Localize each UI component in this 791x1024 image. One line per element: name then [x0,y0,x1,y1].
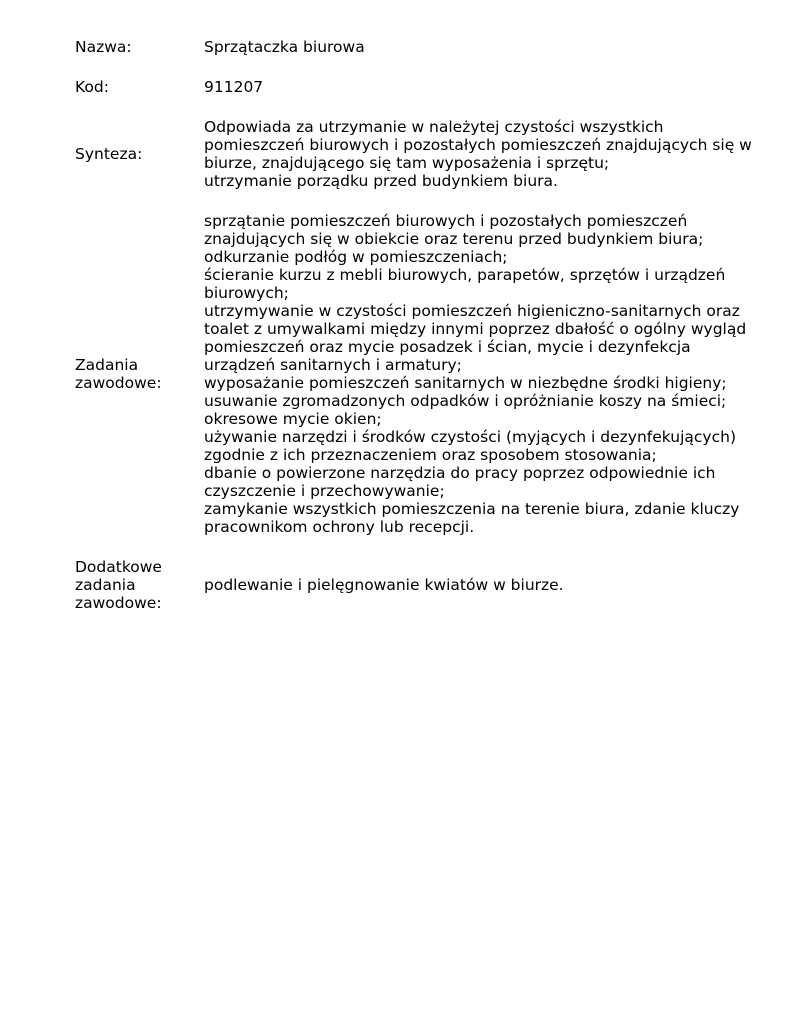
zadania-row [75,212,765,536]
zadania-line: biurowych; [204,284,289,302]
dodatkowe-value: podlewanie i pielęgnowanie kwiatów w biurze. [204,576,564,594]
zadania-line: wyposażanie pomieszczeń sanitarnych w niezbędne środki higieny; [204,374,727,392]
zadania-label-line: Zadania [75,356,139,374]
nazwa-row [75,38,765,56]
synteza-text [204,118,765,190]
zadania-line: urządzeń sanitarnych i armatury; [204,356,462,374]
dodatkowe-label-line: Dodatkowe [75,558,162,576]
zadania-line: sprzątanie pomieszczeń biurowych i pozostałych pomieszczeń [204,212,688,230]
zadania-line: czyszczenie i przechowywanie; [204,482,445,500]
dodatkowe-label [75,558,204,612]
synteza-line: utrzymanie porządku przed budynkiem biura. [204,172,558,190]
zadania-line: toalet z umywalkami między innymi poprzez dbałość o ogólny wygląd [204,320,747,338]
zadania-line: pracownikom ochrony lub recepcji. [204,518,475,536]
zadania-line: pomieszczeń oraz mycie posadzek i ścian, mycie i dezynfekcja [204,338,691,356]
zadania-line: okresowe mycie okien; [204,410,382,428]
dodatkowe-label-line: zawodowe: [75,594,162,612]
zadania-line: ścieranie kurzu z mebli biurowych, parapetów, sprzętów i urządzeń [204,266,726,284]
zadania-line: odkurzanie podłóg w pomieszczeniach; [204,248,508,266]
zadania-line: usuwanie zgromadzonych odpadków i opróżnianie koszy na śmieci; [204,392,727,410]
zadania-label-line: zawodowe: [75,374,162,392]
synteza-label: Synteza: [75,145,143,163]
zadania-label [75,356,204,392]
synteza-line: biurze, znajdującego się tam wyposażenia i sprzętu; [204,154,610,172]
dodatkowe-label-line: zadania [75,576,136,594]
zadania-list [204,212,765,536]
zadania-line: zamykanie wszystkich pomieszczenia na terenie biura, zdanie kluczy [204,500,740,518]
kod-label: Kod: [75,78,109,96]
synteza-line: Odpowiada za utrzymanie w należytej czystości wszystkich [204,118,664,136]
dodatkowe-row [75,558,765,612]
zadania-line: utrzymywanie w czystości pomieszczeń higieniczno-sanitarnych oraz [204,302,740,320]
nazwa-value: Sprzątaczka biurowa [204,38,365,56]
kod-row [75,78,765,96]
kod-value: 911207 [204,78,264,96]
zadania-line: używanie narzędzi i środków czystości (myjących i dezynfekujących) [204,428,736,446]
zadania-line: dbanie o powierzone narzędzia do pracy poprzez odpowiednie ich [204,464,716,482]
nazwa-label: Nazwa: [75,38,132,56]
zadania-line: znajdujących się w obiekcie oraz terenu przed budynkiem biura; [204,230,704,248]
zadania-line: zgodnie z ich przeznaczeniem oraz sposobem stosowania; [204,446,657,464]
job-description-document [75,38,765,612]
synteza-row [75,118,765,190]
synteza-line: pomieszczeń biurowych i pozostałych pomieszczeń znajdujących się w [204,136,752,154]
